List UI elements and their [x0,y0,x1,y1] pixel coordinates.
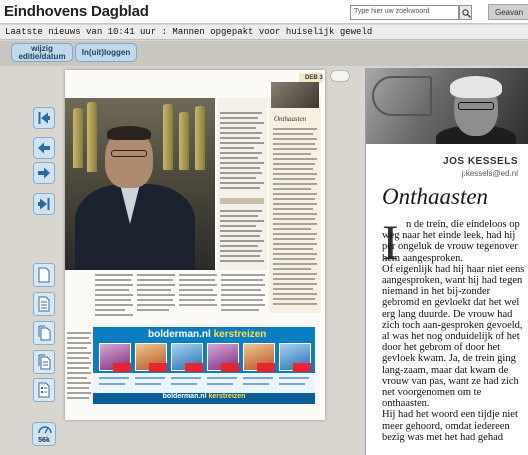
text-page-icon [38,296,50,312]
connection-speed-button[interactable] [32,422,56,446]
connection-speed-label: 56k [38,437,50,444]
ad-footer [93,393,315,404]
column-onthaasten[interactable] [269,98,321,313]
ad-title [148,329,266,340]
article-lead: n de trein, die eindeloos op weg naar het einde leek, had hij per ongeluk de vrouw tegenover hem aangesproken. [382,219,520,264]
pages-icon [38,325,51,341]
first-page-button[interactable] [33,107,55,129]
last-page-icon [37,197,51,211]
list-page-icon [38,382,50,398]
first-page-icon [37,111,51,125]
search-button[interactable] [459,5,472,20]
ad-campaign: kerstreizen [213,329,267,340]
toolbar [0,41,528,66]
author-name: JOS KESSELS [443,156,518,167]
article-panel[interactable] [365,68,528,455]
sidebar-column[interactable] [217,98,267,270]
change-edition-label-2: editie/datum [18,52,66,61]
overview-view-button[interactable] [33,350,55,374]
speedometer-icon [38,424,52,434]
page-number: DEB 3 [299,73,323,83]
pages-stack-icon [38,354,51,370]
article-paragraph-1: Of eigenlijk had hij haar niet eens aangesproken, want hij had tegen niemand in het bij-zonder gebromd en gevloekt dat het wel erg lang duurde. De vrouw had zich toch aan-gesproken gevoeld, al was het nog onduidelijk of het door het gebrom of door het gevloek kwam. Ja, de trein ging lang-zaam, maar dat kwam de vrouw van pas, want ze had zich net voorgenomen om te onthaasten. [382,263,525,410]
left-text-column [65,270,93,420]
change-edition-button[interactable] [11,43,73,62]
last-page-button[interactable] [33,193,55,215]
page-icon [38,267,50,283]
article-paragraph-2: Hij had het woord een tijdje niet meer gehoord, omdat iedereen bezig was met het had gehad [382,409,518,443]
article-title: Onthaasten [382,184,489,209]
drop-cap: I [382,214,399,270]
search-icon [462,9,471,18]
double-page-view-button[interactable] [33,321,55,345]
news-ticker[interactable]: Laatste nieuws van 10:41 uur : Mannen opgepakt voor huiselijk geweld [0,25,528,40]
ad-details-strip [93,373,315,393]
next-page-button[interactable] [33,162,55,184]
site-logo[interactable]: Eindhovens Dagblad [4,3,149,20]
ad-brand: bolderman.nl [148,329,211,340]
zoom-toggle-button[interactable] [330,70,350,82]
change-edition-label-1: wijzig [31,44,53,53]
page-photo[interactable] [65,98,215,270]
newspaper-page[interactable] [65,70,325,420]
columnist-thumbnail [271,82,319,108]
article-body [382,214,526,443]
advertisement-banner[interactable] [93,327,315,404]
arrow-right-icon [37,166,51,180]
single-page-view-button[interactable] [33,263,55,287]
search-input[interactable]: Type hier uw zoekwoord [350,5,459,20]
author-photo [366,68,528,144]
list-view-button[interactable] [33,378,55,402]
advanced-search-button[interactable]: Geavan [488,4,528,20]
login-button[interactable]: In(uit)loggen [75,43,137,62]
author-email[interactable]: j.kessels@ed.nl [461,169,518,178]
top-bar [0,0,528,24]
ad-footer-brand: bolderman.nl [162,393,207,400]
ad-footer-campaign: kerstreizen [208,393,246,400]
previous-page-button[interactable] [33,137,55,159]
text-page-view-button[interactable] [33,292,55,316]
arrow-left-icon [37,141,51,155]
column-title: Onthaasten [274,115,307,123]
